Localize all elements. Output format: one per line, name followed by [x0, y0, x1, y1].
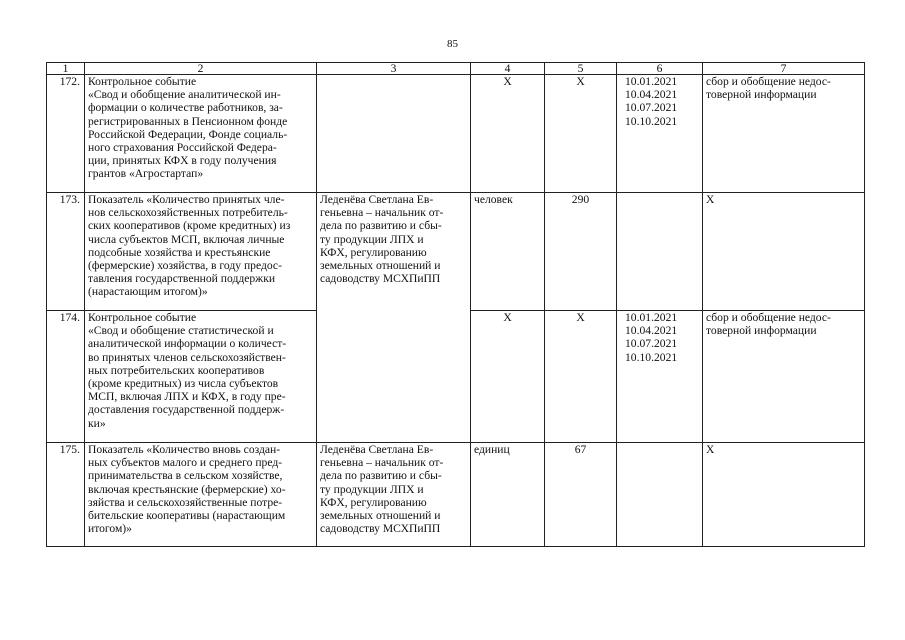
date-line: 10.07.2021: [625, 337, 678, 351]
note-line: товерной информации: [706, 324, 817, 338]
page-number: 85: [447, 38, 458, 50]
table-row: [47, 443, 865, 547]
date-line: 10.04.2021: [625, 324, 678, 338]
column-header: 3: [317, 63, 471, 75]
table-row: [47, 193, 865, 311]
dates-cell: [617, 443, 703, 547]
note-cell: [703, 311, 865, 443]
dates-cell: [617, 311, 703, 443]
description-line: бительские кооперативы (нарастающим: [88, 509, 286, 523]
value-cell: Х: [545, 75, 617, 193]
row-description: [85, 311, 317, 443]
column-header: 1: [47, 63, 85, 75]
unit-cell: Х: [471, 311, 545, 443]
description-line: зяйства и сельскохозяйственные потре-: [88, 495, 283, 509]
unit-cell: Х: [471, 75, 545, 193]
description-line: тавления государственной поддержки: [88, 272, 276, 286]
description-line: «Свод и обобщение аналитической ин-: [88, 88, 281, 102]
description-line: ки»: [88, 416, 106, 430]
description-line: ции, принятых КФХ в году получения: [88, 154, 277, 168]
column-header: 7: [703, 63, 865, 75]
column-header: 4: [471, 63, 545, 75]
column-header: 6: [617, 63, 703, 75]
responsible-line: земельных отношений и: [320, 259, 441, 273]
row-number: 172.: [47, 75, 85, 193]
description-line: (нарастающим итогом)»: [88, 285, 208, 299]
responsible-line: ту продукции ЛПХ и: [320, 482, 424, 496]
description-line: формации о количестве работников, за-: [88, 101, 283, 115]
responsible-line: садоводству МСХПиПП: [320, 272, 441, 286]
description-line: грантов «Агростартап»: [88, 167, 204, 181]
responsible-line: геньевна – начальник от-: [320, 206, 444, 220]
note-cell: [703, 75, 865, 193]
responsible-line: КФХ, регулированию: [320, 495, 427, 509]
table-header-row: [47, 63, 865, 75]
description-line: «Свод и обобщение статистической и: [88, 324, 274, 338]
description-line: аналитической информации о количест-: [88, 337, 287, 351]
responsible-line: ту продукции ЛПХ и: [320, 232, 424, 246]
description-line: ного страхования Российской Федера-: [88, 141, 277, 155]
note-line: сбор и обобщение недос-: [706, 75, 831, 88]
responsible-line: Леденёва Светлана Ев-: [320, 193, 434, 206]
note-line: Х: [706, 193, 715, 206]
row-description: [85, 443, 317, 547]
row-number: 174.: [47, 311, 85, 443]
row-description: [85, 75, 317, 193]
row-description: [85, 193, 317, 311]
value-cell: Х: [545, 311, 617, 443]
description-line: Контрольное событие: [88, 75, 197, 88]
responsible-line: садоводству МСХПиПП: [320, 522, 441, 536]
note-line: товерной информации: [706, 88, 817, 102]
description-line: ных потребительских кооперативов: [88, 363, 265, 377]
date-line: 10.01.2021: [625, 75, 678, 88]
value-cell: 67: [545, 443, 617, 547]
date-line: 10.10.2021: [625, 114, 678, 128]
date-line: 10.07.2021: [625, 101, 678, 115]
description-line: (фермерские) хозяйства, в году предос-: [88, 259, 282, 273]
description-line: нов сельскохозяйственных потребитель-: [88, 206, 288, 220]
responsible-cell: [317, 75, 471, 193]
description-line: ных субъектов малого и среднего пред-: [88, 456, 283, 470]
row-number: 173.: [47, 193, 85, 311]
description-line: включая крестьянские (фермерские) хо-: [88, 482, 286, 496]
description-line: во принятых членов сельскохозяйствен-: [88, 350, 286, 364]
description-line: регистрированных в Пенсионном фонде: [88, 114, 288, 128]
description-line: Контрольное событие: [88, 311, 197, 324]
row-number: 175.: [47, 443, 85, 547]
responsible-cell: [317, 443, 471, 547]
description-line: принимательства в сельском хозяйстве,: [88, 469, 283, 483]
note-cell: [703, 443, 865, 547]
note-line: сбор и обобщение недос-: [706, 311, 831, 324]
date-line: 10.01.2021: [625, 311, 678, 324]
responsible-cell: [317, 193, 471, 443]
note-cell: [703, 193, 865, 311]
date-line: 10.04.2021: [625, 88, 678, 102]
unit-cell: единиц: [471, 443, 545, 547]
description-line: доставления государственной поддерж-: [88, 403, 285, 417]
description-line: числа субъектов МСП, включая личные: [88, 232, 285, 246]
column-header: 2: [85, 63, 317, 75]
description-line: ских кооперативов (кроме кредитных) из: [88, 219, 291, 233]
description-line: итогом)»: [88, 522, 132, 536]
responsible-line: геньевна – начальник от-: [320, 456, 444, 470]
responsible-line: дела по развитию и сбы-: [320, 469, 442, 483]
responsible-line: КФХ, регулированию: [320, 245, 427, 259]
plan-table: [46, 62, 865, 547]
description-line: (кроме кредитных) из числа субъектов: [88, 377, 279, 391]
dates-cell: [617, 75, 703, 193]
responsible-line: земельных отношений и: [320, 509, 441, 523]
note-line: Х: [706, 443, 715, 456]
value-cell: 290: [545, 193, 617, 311]
responsible-line: дела по развитию и сбы-: [320, 219, 442, 233]
description-line: Показатель «Количество вновь создан-: [88, 443, 281, 456]
unit-cell: человек: [471, 193, 545, 311]
responsible-line: Леденёва Светлана Ев-: [320, 443, 434, 456]
description-line: подсобные хозяйства и крестьянские: [88, 245, 271, 259]
description-line: МСП, включая ЛПХ и КФХ, в году пре-: [88, 390, 286, 404]
table-row: [47, 75, 865, 193]
column-header: 5: [545, 63, 617, 75]
description-line: Показатель «Количество принятых чле-: [88, 193, 285, 206]
description-line: Российской Федерации, Фонде социаль-: [88, 127, 288, 141]
date-line: 10.10.2021: [625, 350, 678, 364]
dates-cell: [617, 193, 703, 311]
